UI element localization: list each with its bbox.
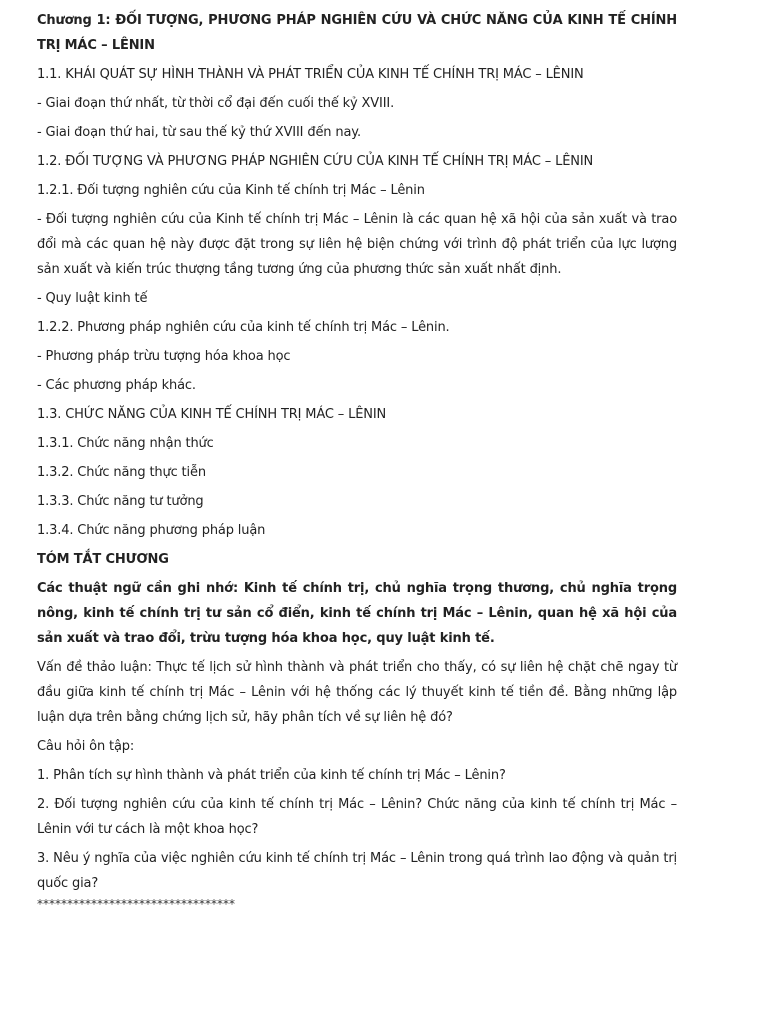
section-heading-1-2: 1.2. ĐỐI TƯỢNG VÀ PHƯƠNG PHÁP NGHIÊN CỨU CỦA KINH TẾ CHÍNH TRỊ MÁC – LÊNIN [37, 154, 594, 169]
object-paragraph: - Đối tượng nghiên cứu của Kinh tế chính trị Mác – Lênin là các quan hệ xã hội của sản xuất và trao đổi mà các quan hệ này được đặt trong sự liên hệ biện chứng với trình độ phát triển của lực lượng sản xuất và kiến trúc thượng tầng tương ứng của phương thức sản xuất nhất định. [37, 212, 677, 277]
method-other-item: - Các phương pháp khác. [37, 378, 196, 393]
function-item-3: 1.3.3. Chức năng tư tưởng [37, 494, 204, 509]
separator-line: ********************************* [37, 897, 235, 911]
economic-law-item: - Quy luật kinh tế [37, 291, 148, 306]
section-heading-1-1: 1.1. KHÁI QUÁT SỰ HÌNH THÀNH VÀ PHÁT TRIỂN CỦA KINH TẾ CHÍNH TRỊ MÁC – LÊNIN [37, 67, 584, 82]
stage-one-item: - Giai đoạn thứ nhất, từ thời cổ đại đến cuối thế kỷ XVIII. [37, 96, 395, 111]
review-question-3: 3. Nêu ý nghĩa của việc nghiên cứu kinh tế chính trị Mác – Lênin trong quá trình lao động và quản trị quốc gia? [37, 851, 677, 891]
chapter-title: Chương 1: ĐỐI TƯỢNG, PHƯƠNG PHÁP NGHIÊN CỨU VÀ CHỨC NĂNG CỦA KINH TẾ CHÍNH TRỊ MÁC – LÊNIN [37, 13, 677, 53]
stage-two-item: - Giai đoạn thứ hai, từ sau thế kỷ thứ XVIII đến nay. [37, 125, 361, 140]
review-question-1: 1. Phân tích sự hình thành và phát triển của kinh tế chính trị Mác – Lênin? [37, 768, 506, 783]
review-questions-heading: Câu hỏi ôn tập: [37, 739, 135, 754]
key-terms-paragraph: Các thuật ngữ cần ghi nhớ: Kinh tế chính trị, chủ nghĩa trọng thương, chủ nghĩa trọng nông, kinh tế chính trị tư sản cổ điển, kinh tế chính trị Mác – Lênin, quan hệ xã hội của sản xuất và trao đổi, trừu tượng hóa khoa học, quy luật kinh tế. [37, 581, 677, 646]
summary-heading: TÓM TẮT CHƯƠNG [37, 552, 169, 567]
subsection-heading-1-2-1: 1.2.1. Đối tượng nghiên cứu của Kinh tế chính trị Mác – Lênin [37, 183, 425, 198]
discussion-paragraph: Vấn đề thảo luận: Thực tế lịch sử hình thành và phát triển cho thấy, có sự liên hệ chặt chẽ ngay từ đầu giữa kinh tế chính trị Mác – Lênin với hệ thống các lý thuyết kinh tế tiền đề. Bằng những lập luận dựa trên bằng chứng lịch sử, hãy phân tích về sự liên hệ đó? [37, 660, 677, 725]
function-item-1: 1.3.1. Chức năng nhận thức [37, 436, 214, 451]
section-heading-1-3: 1.3. CHỨC NĂNG CỦA KINH TẾ CHÍNH TRỊ MÁC – LÊNIN [37, 407, 387, 422]
review-question-2: 2. Đối tượng nghiên cứu của kinh tế chính trị Mác – Lênin? Chức năng của kinh tế chính trị Mác – Lênin với tư cách là một khoa học? [37, 797, 677, 837]
function-item-4: 1.3.4. Chức năng phương pháp luận [37, 523, 266, 538]
subsection-heading-1-2-2: 1.2.2. Phương pháp nghiên cứu của kinh tế chính trị Mác – Lênin. [37, 320, 450, 335]
function-item-2: 1.3.2. Chức năng thực tiễn [37, 465, 206, 480]
method-abstraction-item: - Phương pháp trừu tượng hóa khoa học [37, 349, 291, 364]
document-page [37, 8, 677, 912]
